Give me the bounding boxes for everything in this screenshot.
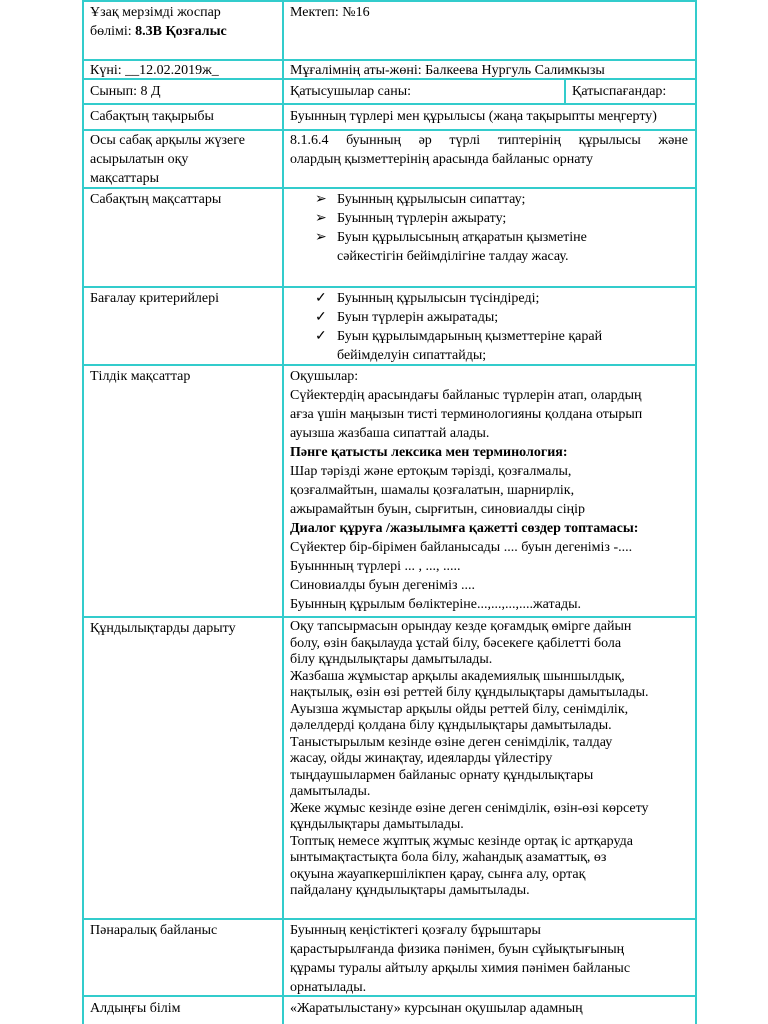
objectives-via-label-line: Осы сабақ арқылы жүзеге <box>90 133 245 148</box>
lesson-plan-table <box>82 0 697 1024</box>
teacher-name: Мұғалімнің аты-жөні: Балкеева Нургуль Салимкызы <box>290 63 605 78</box>
values-content <box>290 619 649 900</box>
dialog-line: Буыннның түрлері ... , ..., ..... <box>290 559 461 574</box>
check-bullet-icon: ✓ <box>315 329 327 344</box>
assessment-text: Буын құрылымдарының қызметтеріне қарай <box>337 329 603 344</box>
section-value: 8.3В Қозғалыс <box>135 24 227 39</box>
arrow-bullet-icon: ➢ <box>315 192 327 207</box>
values-line: құндылықтары дамытылады. <box>290 817 464 832</box>
assessment-label: Бағалау критерийлері <box>90 291 220 306</box>
vocab-line: қозғалмайтын, шамалы қозғалатын, шарнирлік, <box>290 483 575 498</box>
language-desc-line: ауызша жазбаша сипаттай алады. <box>290 426 490 441</box>
lesson-goal-item <box>315 190 587 209</box>
language-desc-line: ағза үшін маңызын тисті терминологияны қолдана отырып <box>290 407 643 422</box>
objectives-via-label-line: асырылатын оқу <box>90 152 189 167</box>
values-line: дәлелдерді қолдана білу құндылықтары дамытылады. <box>290 718 612 733</box>
objectives-via-label <box>90 131 245 188</box>
assessment-list <box>315 289 602 365</box>
long-term-plan-label: Ұзақ мерзімді жоспар <box>90 5 221 20</box>
interdisciplinary-label: Пәнаралық байланыс <box>90 923 218 938</box>
absent-count-label: Қатыспағандар: <box>572 84 667 99</box>
values-line: Топтық немесе жұптық жұмыс кезінде ортақ іс артқаруда <box>290 833 633 849</box>
interdisciplinary-line: Буынның кеңістіктегі қозғалу бұрыштары <box>290 923 541 938</box>
dialog-line: Сүйектер бір-бірімен байланысады .... буын дегеніміз -.... <box>290 540 633 555</box>
arrow-bullet-icon: ➢ <box>315 211 327 226</box>
topic-label: Сабақтың тақырыбы <box>90 109 214 124</box>
assessment-text: Буын түрлерін ажыратады; <box>337 310 499 325</box>
objectives-via-value <box>290 131 688 169</box>
lesson-goal-text: Буынның құрылысын сипаттау; <box>337 192 526 207</box>
vocab-line: Шар тәрізді және ертоқым тәрізді, қозғалмалы, <box>290 464 572 479</box>
lesson-goal-continuation <box>315 247 587 266</box>
assessment-item <box>315 289 602 308</box>
values-line: тыңдаушылармен байланыс орнату құндылықтары <box>290 767 594 783</box>
check-bullet-icon: ✓ <box>315 310 327 325</box>
section-prefix: бөлімі: <box>90 24 136 39</box>
values-line: Жеке жұмыс кезінде өзіне деген сенімділік, өзін-өзі көрсету <box>290 800 649 816</box>
objectives-via-line: олардың қызметтерінің арасында байланыс орнату <box>290 152 593 167</box>
lesson-goals-list <box>315 190 587 266</box>
dialog-line: Буынның құрылым бөліктеріне...,...,...,....жатады. <box>290 597 582 612</box>
values-line: білу құндылықтары дамытылады. <box>290 652 493 667</box>
prior-knowledge-line: «Жаратылыстану» курсынан оқушылар адамның <box>290 1001 583 1016</box>
values-line: болу, өзін бақылауда ұстай білу, бәсекеге қабілетті бола <box>290 635 622 651</box>
values-line: пайдалану құндылықтары дамытылады. <box>290 883 530 898</box>
dialog-heading: Диалог құруға /жазылымға қажетті сөздер топтамасы: <box>290 521 639 536</box>
values-line: Ауызша жұмыстар арқылы ойды реттей білу, сенімділік, <box>290 701 629 717</box>
class-label: Сынып: 8 Д <box>90 84 161 99</box>
values-line: дамытылады. <box>290 784 371 799</box>
assessment-text: бейімделуін сипаттайды; <box>337 348 487 363</box>
values-line: жасау, ойды жинақтау, идеяларды үйлестіру <box>290 751 553 766</box>
language-desc-line: Сүйектердің арасындағы байланыс түрлерін атап, олардың <box>290 388 642 403</box>
objectives-via-label-line: мақсаттары <box>90 171 160 186</box>
assessment-item <box>315 308 602 327</box>
interdisciplinary-content <box>290 921 630 997</box>
assessment-text: Буынның құрылысын түсіндіреді; <box>337 291 540 306</box>
objectives-via-line: 8.1.6.4 буынның әр түрлі типтерінің құрылысы және <box>290 133 688 148</box>
prior-knowledge-label: Алдыңғы білім <box>90 1001 181 1016</box>
topic-value: Буынның түрлері мен құрылысы (жаңа тақырыпты меңгерту) <box>290 109 657 124</box>
vocab-line: ажырамайтын буын, сырғитын, синовиалды сіңір <box>290 502 585 517</box>
language-goals-label: Тілдік мақсаттар <box>90 369 191 384</box>
check-bullet-icon: ✓ <box>315 291 327 306</box>
lesson-goal-text: Буын құрылысының атқаратын қызметіне <box>337 230 587 245</box>
values-line: оқуына жауапкершілікпен қарау, сынға алу, ортақ <box>290 866 586 882</box>
assessment-item <box>315 327 602 346</box>
vocab-heading: Пәнге қатысты лексика мен терминология: <box>290 445 568 460</box>
values-line: Жазбаша жұмыстар арқылы академиялық шыншылдық, <box>290 668 625 684</box>
lesson-goal-text: сәйкестігін бейімділігіне талдау жасау. <box>337 249 569 264</box>
lesson-goal-item <box>315 209 587 228</box>
learners-label: Оқушылар: <box>290 369 359 384</box>
dialog-line: Синовиалды буын дегеніміз .... <box>290 578 476 593</box>
interdisciplinary-line: құрамы туралы айтылу арқылы химия пәнімен байланыс <box>290 961 631 976</box>
values-line: Оқу тапсырмасын орындау кезде қоғамдық өмірге дайын <box>290 619 632 634</box>
values-line: ынтымақтастықта бола білу, жаһандық азаматтық, өз <box>290 850 607 865</box>
values-line: нақтылық, өзін өзі реттей білу құндылықтары дамытылады. <box>290 685 649 700</box>
assessment-continuation <box>315 346 602 365</box>
lesson-date: Күні: __12.02.2019ж_ <box>90 63 219 78</box>
arrow-bullet-icon: ➢ <box>315 230 327 245</box>
lesson-goal-text: Буынның түрлерін ажырату; <box>337 211 507 226</box>
lesson-goal-item <box>315 228 587 247</box>
values-line: Таныстырылым кезінде өзіне деген сенімділік, талдау <box>290 734 613 750</box>
language-goals-content <box>290 367 642 614</box>
interdisciplinary-line: қарастырылғанда физика пәнімен, буын сұйықтығының <box>290 942 625 957</box>
school-name: Мектеп: №16 <box>290 5 370 20</box>
long-term-plan-cell <box>90 3 227 41</box>
interdisciplinary-line: орнатылады. <box>290 980 367 995</box>
lesson-goals-label: Сабақтың мақсаттары <box>90 192 222 207</box>
present-count-label: Қатысушылар саны: <box>290 84 412 99</box>
values-label: Құндылықтарды дарыту <box>90 621 236 636</box>
